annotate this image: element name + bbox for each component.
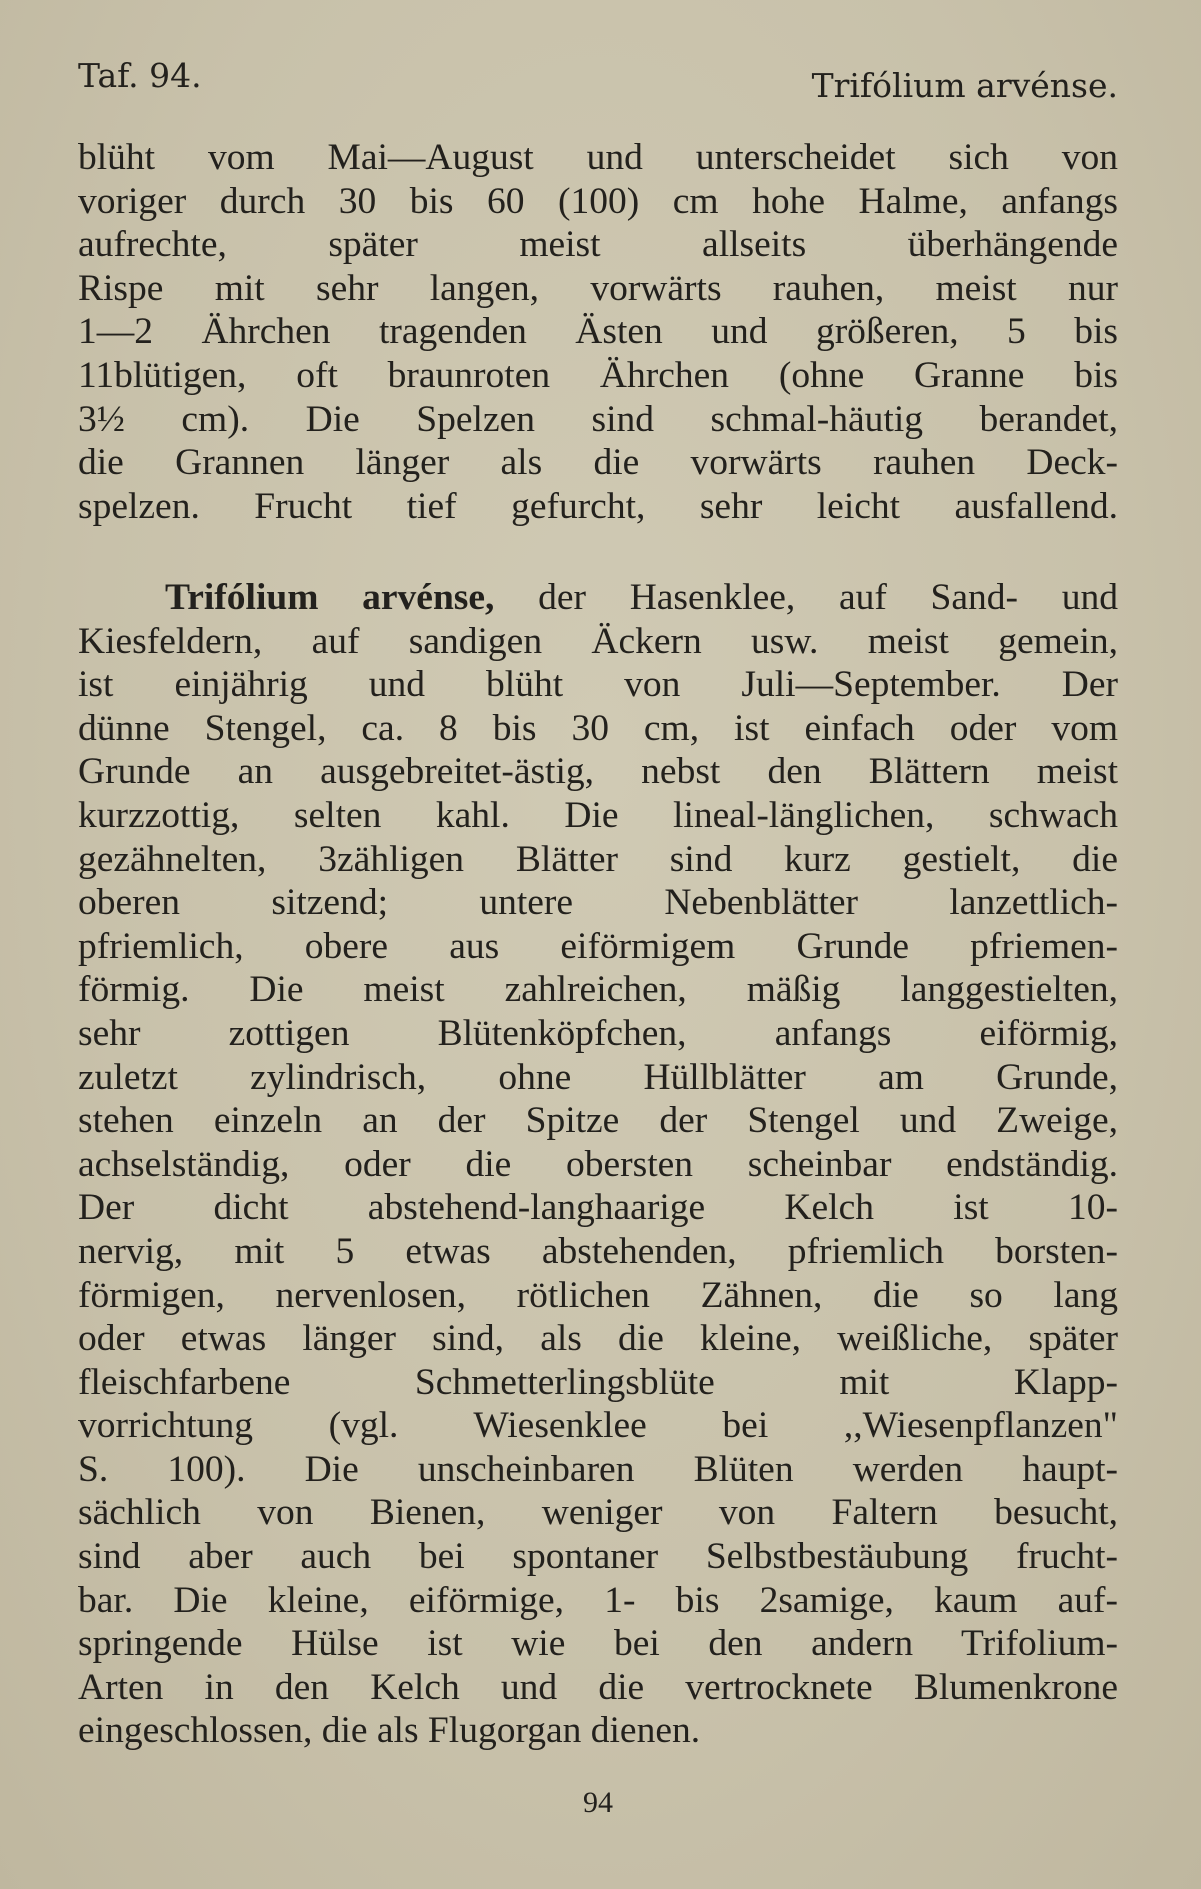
text-line: 1—2 Ährchen tragenden Ästen und größeren, 5 bis	[78, 311, 1118, 353]
text-line: ist einjährig und blüht von Juli—September. Der	[78, 664, 1118, 706]
text-line: förmig. Die meist zahlreichen, mäßig langgestielten,	[78, 969, 1118, 1011]
text-line: Arten in den Kelch und die vertrocknete Blumenkrone	[78, 1666, 1118, 1708]
text-line: die Grannen länger als die vorwärts rauhen Deck-	[78, 442, 1118, 484]
text-line: sehr zottigen Blütenköpfchen, anfangs eiförmig,	[78, 1012, 1118, 1054]
text-line: 11blütigen, oft braunroten Ährchen (ohne Granne bis	[78, 354, 1118, 396]
text-line: Grunde an ausgebreitet-ästig, nebst den Blättern meist	[78, 751, 1118, 793]
text-line: pfriemlich, obere aus eiförmigem Grunde pfriemen-	[78, 925, 1118, 967]
text-line: oder etwas länger sind, als die kleine, weißliche, später	[78, 1318, 1118, 1360]
text-line: achselständig, oder die obersten scheinbar endständig.	[78, 1143, 1118, 1185]
text-line: dünne Stengel, ca. 8 bis 30 cm, ist einfach oder vom	[78, 707, 1118, 749]
running-title: Trifólium arvénse.	[811, 66, 1118, 105]
text-line: vorrichtung (vgl. Wiesenklee bei ,,Wiesenpflanzen"	[78, 1405, 1118, 1447]
text-line: sächlich von Bienen, weniger von Faltern besucht,	[78, 1492, 1118, 1534]
paragraph-continued	[78, 136, 1118, 528]
text-line	[78, 576, 1118, 620]
text-line: nervig, mit 5 etwas abstehenden, pfriemlich borsten-	[78, 1230, 1118, 1272]
text-line: bar. Die kleine, eiförmige, 1- bis 2samige, kaum auf-	[78, 1579, 1118, 1621]
text-line: stehen einzeln an der Spitze der Stengel und Zweige,	[78, 1100, 1118, 1142]
text-line: oberen sitzend; untere Nebenblätter lanzettlich-	[78, 882, 1118, 924]
running-header	[78, 56, 1118, 106]
text-line: zuletzt zylindrisch, ohne Hüllblätter am Grunde,	[78, 1056, 1118, 1098]
book-page	[78, 0, 1118, 1889]
text-line: förmigen, nervenlosen, rötlichen Zähnen, die so lang	[78, 1274, 1118, 1316]
plate-number: Taf. 94.	[78, 56, 202, 95]
text-line: eingeschlossen, die als Flugorgan dienen.	[78, 1710, 701, 1752]
text-line: kurzzottig, selten kahl. Die lineal-länglichen, schwach	[78, 794, 1118, 836]
text-line: springende Hülse ist wie bei den andern Trifolium-	[78, 1623, 1118, 1665]
text-line: gezähnelten, 3zähligen Blätter sind kurz gestielt, die	[78, 838, 1118, 880]
text-line: Rispe mit sehr langen, vorwärts rauhen, meist nur	[78, 267, 1118, 309]
text-line: 3½ cm). Die Spelzen sind schmal-häutig berandet,	[78, 398, 1118, 440]
text-line: sind aber auch bei spontaner Selbstbestäubung frucht-	[78, 1536, 1118, 1578]
page-number: 94	[583, 1786, 613, 1819]
text-line: blüht vom Mai—August und unterscheidet sich von	[78, 137, 1118, 178]
species-name: Trifólium arvénse,	[165, 577, 495, 618]
text-line: Kiesfeldern, auf sandigen Äckern usw. meist gemein,	[78, 620, 1118, 662]
paragraph-trifolium-arvense	[78, 576, 1118, 1753]
text-line: fleischfarbene Schmetterlingsblüte mit Klapp-	[78, 1361, 1118, 1403]
text-line-rest: der Hasenklee, auf Sand- und	[494, 577, 1118, 618]
text-line: S. 100). Die unscheinbaren Blüten werden haupt-	[78, 1448, 1118, 1490]
text-line: Der dicht abstehend-langhaarige Kelch ist 10-	[78, 1187, 1118, 1229]
text-line: aufrechte, später meist allseits überhängende	[78, 224, 1118, 266]
text-line: voriger durch 30 bis 60 (100) cm hohe Halme, anfangs	[78, 180, 1118, 222]
text-line: spelzen. Frucht tief gefurcht, sehr leicht ausfallend.	[78, 485, 1118, 527]
